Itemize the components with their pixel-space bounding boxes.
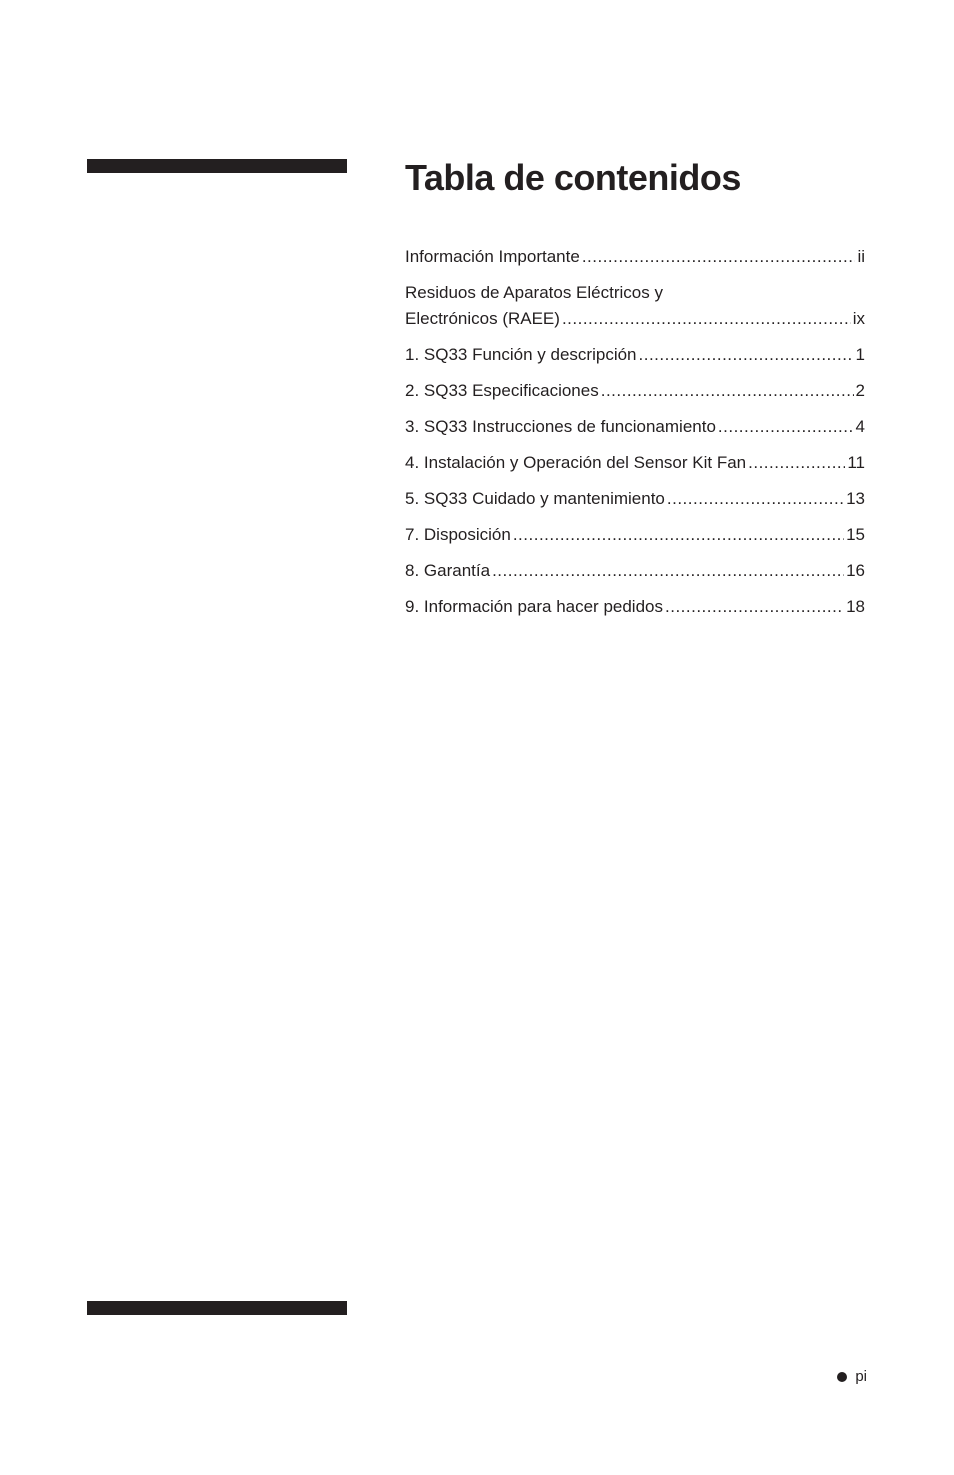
toc-entry-page: 4 <box>855 417 865 436</box>
toc-entry-label: 9. Información para hacer pedidos <box>405 597 663 616</box>
toc-entry-garantia[interactable] <box>405 558 865 584</box>
toc-entry-label: 5. SQ33 Cuidado y mantenimiento <box>405 489 665 508</box>
toc-entry-pedidos[interactable] <box>405 594 865 620</box>
toc-leader-dots <box>582 244 856 270</box>
toc-entry-instrucciones[interactable] <box>405 414 865 440</box>
toc-entry-label: Electrónicos (RAEE) <box>405 309 560 328</box>
toc-entry-page: ix <box>852 309 865 328</box>
toc-entry-page: 2 <box>855 381 865 400</box>
toc-entry-raee[interactable] <box>405 280 865 332</box>
toc-entry-label: 2. SQ33 Especificaciones <box>405 381 599 400</box>
bullet-icon <box>837 1372 847 1382</box>
toc-entry-informacion-importante[interactable] <box>405 244 865 270</box>
bottom-decorative-rule <box>87 1301 347 1315</box>
toc-entry-page: 11 <box>847 453 865 472</box>
toc-entry-label: Información Importante <box>405 247 580 266</box>
toc-entry-disposicion[interactable] <box>405 522 865 548</box>
toc-entry-page: 13 <box>846 489 865 508</box>
page-footer <box>837 1366 867 1388</box>
toc-entry-sensor-kit-fan[interactable] <box>405 450 865 476</box>
toc-entry-page: 16 <box>846 561 865 580</box>
toc-entry-cuidado-mantenimiento[interactable] <box>405 486 865 512</box>
toc-entry-page: 15 <box>846 525 865 544</box>
table-of-contents <box>405 244 865 630</box>
toc-entry-label-line1: Residuos de Aparatos Eléctricos y <box>405 283 663 302</box>
toc-entry-label: 1. SQ33 Función y descripción <box>405 345 637 364</box>
toc-entry-especificaciones[interactable] <box>405 378 865 404</box>
toc-leader-dots <box>601 378 854 404</box>
toc-leader-dots <box>665 594 844 620</box>
toc-entry-label: 3. SQ33 Instrucciones de funcionamiento <box>405 417 716 436</box>
toc-leader-dots <box>492 558 844 584</box>
top-decorative-rule <box>87 159 347 173</box>
page-number: pi <box>855 1368 867 1385</box>
toc-entry-page: 1 <box>855 345 865 364</box>
toc-leader-dots <box>562 306 851 332</box>
page-title: Tabla de contenidos <box>405 157 741 198</box>
toc-leader-dots <box>513 522 844 548</box>
toc-entry-page: 18 <box>846 597 865 616</box>
toc-entry-page: ii <box>857 247 865 266</box>
toc-entry-label: 8. Garantía <box>405 561 491 580</box>
toc-leader-dots <box>718 414 854 440</box>
toc-leader-dots <box>667 486 844 512</box>
toc-entry-label: 4. Instalación y Operación del Sensor Kit Fan <box>405 453 747 472</box>
toc-leader-dots <box>748 450 845 476</box>
toc-entry-label: 7. Disposición <box>405 525 511 544</box>
toc-entry-funcion-descripcion[interactable] <box>405 342 865 368</box>
toc-leader-dots <box>639 342 854 368</box>
